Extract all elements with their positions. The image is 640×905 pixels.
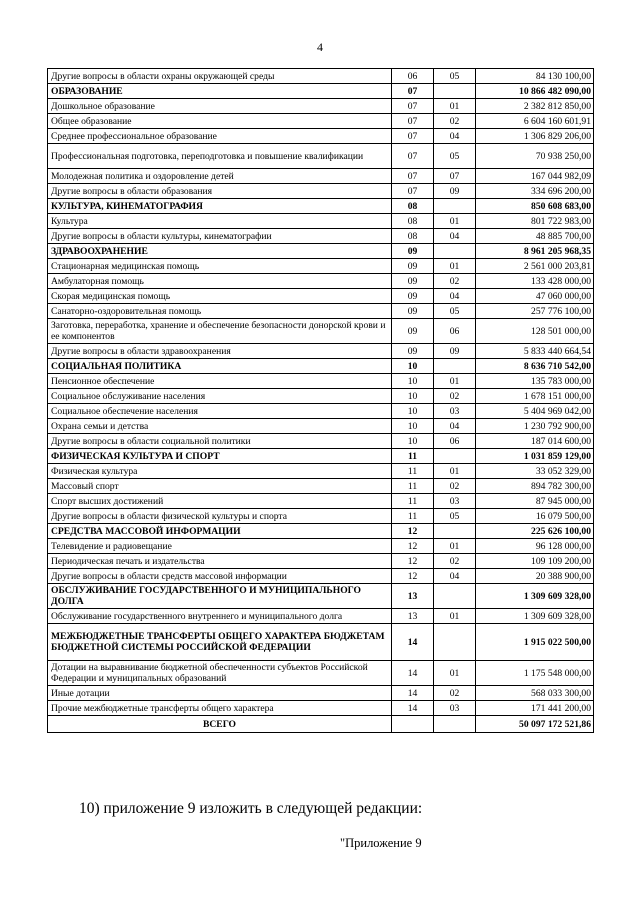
- row-name: Пенсионное обеспечение: [48, 374, 392, 389]
- section-row: [48, 359, 594, 374]
- row-amount: 48 885 700,00: [476, 229, 594, 244]
- row-subsection-code: 06: [434, 319, 476, 344]
- total-row: [48, 716, 594, 733]
- row-subsection-code: 05: [434, 144, 476, 169]
- row-section-code: 07: [392, 129, 434, 144]
- row-subsection-code: 01: [434, 259, 476, 274]
- row-name: Обслуживание государственного внутреннего и муниципального долга: [48, 609, 392, 624]
- row-section-code: 10: [392, 389, 434, 404]
- row-section-code: 08: [392, 214, 434, 229]
- row-subsection-code: 01: [434, 374, 476, 389]
- table-row: [48, 99, 594, 114]
- row-subsection-code: [434, 84, 476, 99]
- row-section-code: 14: [392, 701, 434, 716]
- row-subsection-code: 02: [434, 554, 476, 569]
- row-amount: 1 915 022 500,00: [476, 624, 594, 661]
- table-row: [48, 479, 594, 494]
- page-number: 4: [317, 40, 323, 54]
- row-subsection-code: 04: [434, 289, 476, 304]
- row-section-code: 09: [392, 259, 434, 274]
- row-section-code: 11: [392, 464, 434, 479]
- row-subsection-code: 05: [434, 509, 476, 524]
- table-row: [48, 229, 594, 244]
- row-subsection-code: 04: [434, 419, 476, 434]
- row-subsection-code: 02: [434, 114, 476, 129]
- row-amount: 70 938 250,00: [476, 144, 594, 169]
- row-amount: 2 561 000 203,81: [476, 259, 594, 274]
- total-label: ВСЕГО: [48, 716, 392, 733]
- row-name: Другие вопросы в области культуры, кинематографии: [48, 229, 392, 244]
- table-row: [48, 374, 594, 389]
- table-row: [48, 539, 594, 554]
- row-subsection-code: 09: [434, 184, 476, 199]
- row-name: ОБРАЗОВАНИЕ: [48, 84, 392, 99]
- row-section-code: 13: [392, 584, 434, 609]
- row-amount: 5 833 440 664,54: [476, 344, 594, 359]
- row-amount: 1 230 792 900,00: [476, 419, 594, 434]
- row-section-code: 09: [392, 244, 434, 259]
- table-row: [48, 304, 594, 319]
- row-name: Физическая культура: [48, 464, 392, 479]
- row-subsection-code: 02: [434, 274, 476, 289]
- row-amount: 8 961 205 968,35: [476, 244, 594, 259]
- row-amount: 135 783 000,00: [476, 374, 594, 389]
- row-name: Охрана семьи и детства: [48, 419, 392, 434]
- row-amount: 96 128 000,00: [476, 539, 594, 554]
- row-subsection-code: 02: [434, 389, 476, 404]
- row-subsection-code: 01: [434, 539, 476, 554]
- section-row: [48, 524, 594, 539]
- table-row: [48, 214, 594, 229]
- row-section-code: 07: [392, 99, 434, 114]
- row-section-code: 08: [392, 199, 434, 214]
- row-name: Спорт высших достижений: [48, 494, 392, 509]
- row-section-code: 07: [392, 169, 434, 184]
- row-subsection-code: 01: [434, 464, 476, 479]
- row-subsection-code: 05: [434, 304, 476, 319]
- table-row: [48, 114, 594, 129]
- row-section-code: 10: [392, 374, 434, 389]
- row-section-code: 12: [392, 524, 434, 539]
- total-amount: 50 097 172 521,86: [476, 716, 594, 733]
- row-name: Другие вопросы в области социальной политики: [48, 434, 392, 449]
- row-amount: 87 945 000,00: [476, 494, 594, 509]
- row-amount: 1 306 829 206,00: [476, 129, 594, 144]
- table-row: [48, 434, 594, 449]
- row-section-code: 09: [392, 289, 434, 304]
- section-row: [48, 584, 594, 609]
- row-amount: 16 079 500,00: [476, 509, 594, 524]
- row-subsection-code: 06: [434, 434, 476, 449]
- row-name: Прочие межбюджетные трансферты общего характера: [48, 701, 392, 716]
- row-section-code: 07: [392, 84, 434, 99]
- row-section-code: 11: [392, 449, 434, 464]
- row-amount: 187 014 600,00: [476, 434, 594, 449]
- row-name: Скорая медицинская помощь: [48, 289, 392, 304]
- row-subsection-code: 04: [434, 229, 476, 244]
- table-row: [48, 129, 594, 144]
- table-row: [48, 509, 594, 524]
- row-name: Санаторно-оздоровительная помощь: [48, 304, 392, 319]
- row-amount: 257 776 100,00: [476, 304, 594, 319]
- row-section-code: 12: [392, 569, 434, 584]
- section-row: [48, 199, 594, 214]
- row-name: Общее образование: [48, 114, 392, 129]
- row-section-code: 07: [392, 144, 434, 169]
- table-row: [48, 609, 594, 624]
- row-subsection-code: 01: [434, 661, 476, 686]
- row-amount: 1 031 859 129,00: [476, 449, 594, 464]
- row-subsection-code: [434, 199, 476, 214]
- row-name: Среднее профессиональное образование: [48, 129, 392, 144]
- row-section-code: 11: [392, 509, 434, 524]
- table-row: [48, 494, 594, 509]
- table-row: [48, 419, 594, 434]
- row-name: Другие вопросы в области физической культуры и спорта: [48, 509, 392, 524]
- row-name: Массовый спорт: [48, 479, 392, 494]
- row-subsection-code: [434, 624, 476, 661]
- row-name: Периодическая печать и издательства: [48, 554, 392, 569]
- row-name: СРЕДСТВА МАССОВОЙ ИНФОРМАЦИИ: [48, 524, 392, 539]
- table-row: [48, 259, 594, 274]
- table-row: [48, 144, 594, 169]
- row-name: ЗДРАВООХРАНЕНИЕ: [48, 244, 392, 259]
- row-name: Социальное обслуживание населения: [48, 389, 392, 404]
- row-name: МЕЖБЮДЖЕТНЫЕ ТРАНСФЕРТЫ ОБЩЕГО ХАРАКТЕРА БЮДЖЕТАМ БЮДЖЕТНОЙ СИСТЕМЫ РОССИЙСКОЙ ФЕДЕРАЦИИ: [48, 624, 392, 661]
- row-section-code: 12: [392, 539, 434, 554]
- row-subsection-code: 02: [434, 686, 476, 701]
- table-row: [48, 344, 594, 359]
- table-row: [48, 404, 594, 419]
- table-row: [48, 686, 594, 701]
- row-section-code: 14: [392, 686, 434, 701]
- row-subsection-code: [434, 584, 476, 609]
- appendix-header: "Приложение 9: [340, 836, 422, 850]
- table-row: [48, 464, 594, 479]
- row-subsection-code: 04: [434, 129, 476, 144]
- row-amount: 1 309 609 328,00: [476, 609, 594, 624]
- row-section-code: 10: [392, 359, 434, 374]
- row-subsection-code: 04: [434, 569, 476, 584]
- section-row: [48, 244, 594, 259]
- row-subsection-code: 01: [434, 99, 476, 114]
- row-section-code: 06: [392, 69, 434, 84]
- table-row: [48, 319, 594, 344]
- budget-table: [47, 68, 594, 733]
- table-row: [48, 169, 594, 184]
- row-name: Молодежная политика и оздоровление детей: [48, 169, 392, 184]
- row-name: Иные дотации: [48, 686, 392, 701]
- row-name: Культура: [48, 214, 392, 229]
- row-subsection-code: 07: [434, 169, 476, 184]
- row-subsection-code: 01: [434, 214, 476, 229]
- row-section-code: 07: [392, 114, 434, 129]
- row-name: Другие вопросы в области образования: [48, 184, 392, 199]
- row-subsection-code: 03: [434, 701, 476, 716]
- row-name: Дошкольное образование: [48, 99, 392, 114]
- row-amount: 128 501 000,00: [476, 319, 594, 344]
- row-amount: 5 404 969 042,00: [476, 404, 594, 419]
- row-subsection-code: [434, 449, 476, 464]
- row-amount: 894 782 300,00: [476, 479, 594, 494]
- table-row: [48, 274, 594, 289]
- row-amount: 47 060 000,00: [476, 289, 594, 304]
- row-subsection-code: [434, 359, 476, 374]
- row-name: ФИЗИЧЕСКАЯ КУЛЬТУРА И СПОРТ: [48, 449, 392, 464]
- row-amount: 334 696 200,00: [476, 184, 594, 199]
- row-section-code: 09: [392, 344, 434, 359]
- row-subsection-code: 05: [434, 69, 476, 84]
- total-rz: [392, 716, 434, 733]
- row-name: Телевидение и радиовещание: [48, 539, 392, 554]
- row-section-code: 14: [392, 661, 434, 686]
- table-row: [48, 661, 594, 686]
- row-name: Другие вопросы в области средств массовой информации: [48, 569, 392, 584]
- row-amount: 133 428 000,00: [476, 274, 594, 289]
- instruction-text: 10) приложение 9 изложить в следующей редакции:: [79, 800, 423, 817]
- row-name: КУЛЬТУРА, КИНЕМАТОГРАФИЯ: [48, 199, 392, 214]
- row-amount: 33 052 329,00: [476, 464, 594, 479]
- table-row: [48, 69, 594, 84]
- row-subsection-code: 03: [434, 494, 476, 509]
- row-amount: 171 441 200,00: [476, 701, 594, 716]
- row-name: СОЦИАЛЬНАЯ ПОЛИТИКА: [48, 359, 392, 374]
- row-amount: 2 382 812 850,00: [476, 99, 594, 114]
- row-amount: 225 626 100,00: [476, 524, 594, 539]
- row-amount: 20 388 900,00: [476, 569, 594, 584]
- row-subsection-code: 03: [434, 404, 476, 419]
- row-name: Заготовка, переработка, хранение и обеспечение безопасности донорской крови и ее компонентов: [48, 319, 392, 344]
- section-row: [48, 624, 594, 661]
- row-subsection-code: [434, 524, 476, 539]
- row-amount: 1 175 548 000,00: [476, 661, 594, 686]
- section-row: [48, 449, 594, 464]
- row-section-code: 09: [392, 304, 434, 319]
- table-row: [48, 389, 594, 404]
- row-amount: 84 130 100,00: [476, 69, 594, 84]
- row-section-code: 13: [392, 609, 434, 624]
- row-section-code: 08: [392, 229, 434, 244]
- row-section-code: 09: [392, 274, 434, 289]
- row-name: Амбулаторная помощь: [48, 274, 392, 289]
- row-amount: 8 636 710 542,00: [476, 359, 594, 374]
- row-section-code: 09: [392, 319, 434, 344]
- row-amount: 850 608 683,00: [476, 199, 594, 214]
- row-section-code: 10: [392, 404, 434, 419]
- total-pr: [434, 716, 476, 733]
- row-name: Другие вопросы в области здравоохранения: [48, 344, 392, 359]
- row-section-code: 07: [392, 184, 434, 199]
- row-section-code: 12: [392, 554, 434, 569]
- table-row: [48, 569, 594, 584]
- table-row: [48, 554, 594, 569]
- budget-table-body: [48, 69, 594, 733]
- row-section-code: 10: [392, 434, 434, 449]
- row-name: Профессиональная подготовка, переподготовка и повышение квалификации: [48, 144, 392, 169]
- row-amount: 6 604 160 601,91: [476, 114, 594, 129]
- table-row: [48, 289, 594, 304]
- row-amount: 1 678 151 000,00: [476, 389, 594, 404]
- row-section-code: 11: [392, 479, 434, 494]
- row-subsection-code: 02: [434, 479, 476, 494]
- section-row: [48, 84, 594, 99]
- row-name: Дотации на выравнивание бюджетной обеспеченности субъектов Российской Федерации и муниципальных образований: [48, 661, 392, 686]
- row-subsection-code: 09: [434, 344, 476, 359]
- row-subsection-code: [434, 244, 476, 259]
- row-amount: 10 866 482 090,00: [476, 84, 594, 99]
- row-name: ОБСЛУЖИВАНИЕ ГОСУДАРСТВЕННОГО И МУНИЦИПАЛЬНОГО ДОЛГА: [48, 584, 392, 609]
- row-amount: 568 033 300,00: [476, 686, 594, 701]
- row-name: Другие вопросы в области охраны окружающей среды: [48, 69, 392, 84]
- row-subsection-code: 01: [434, 609, 476, 624]
- row-section-code: 11: [392, 494, 434, 509]
- row-section-code: 10: [392, 419, 434, 434]
- row-amount: 109 109 200,00: [476, 554, 594, 569]
- row-name: Социальное обеспечение населения: [48, 404, 392, 419]
- row-amount: 167 044 982,09: [476, 169, 594, 184]
- row-amount: 1 309 609 328,00: [476, 584, 594, 609]
- row-name: Стационарная медицинская помощь: [48, 259, 392, 274]
- row-section-code: 14: [392, 624, 434, 661]
- table-row: [48, 701, 594, 716]
- table-row: [48, 184, 594, 199]
- row-amount: 801 722 983,00: [476, 214, 594, 229]
